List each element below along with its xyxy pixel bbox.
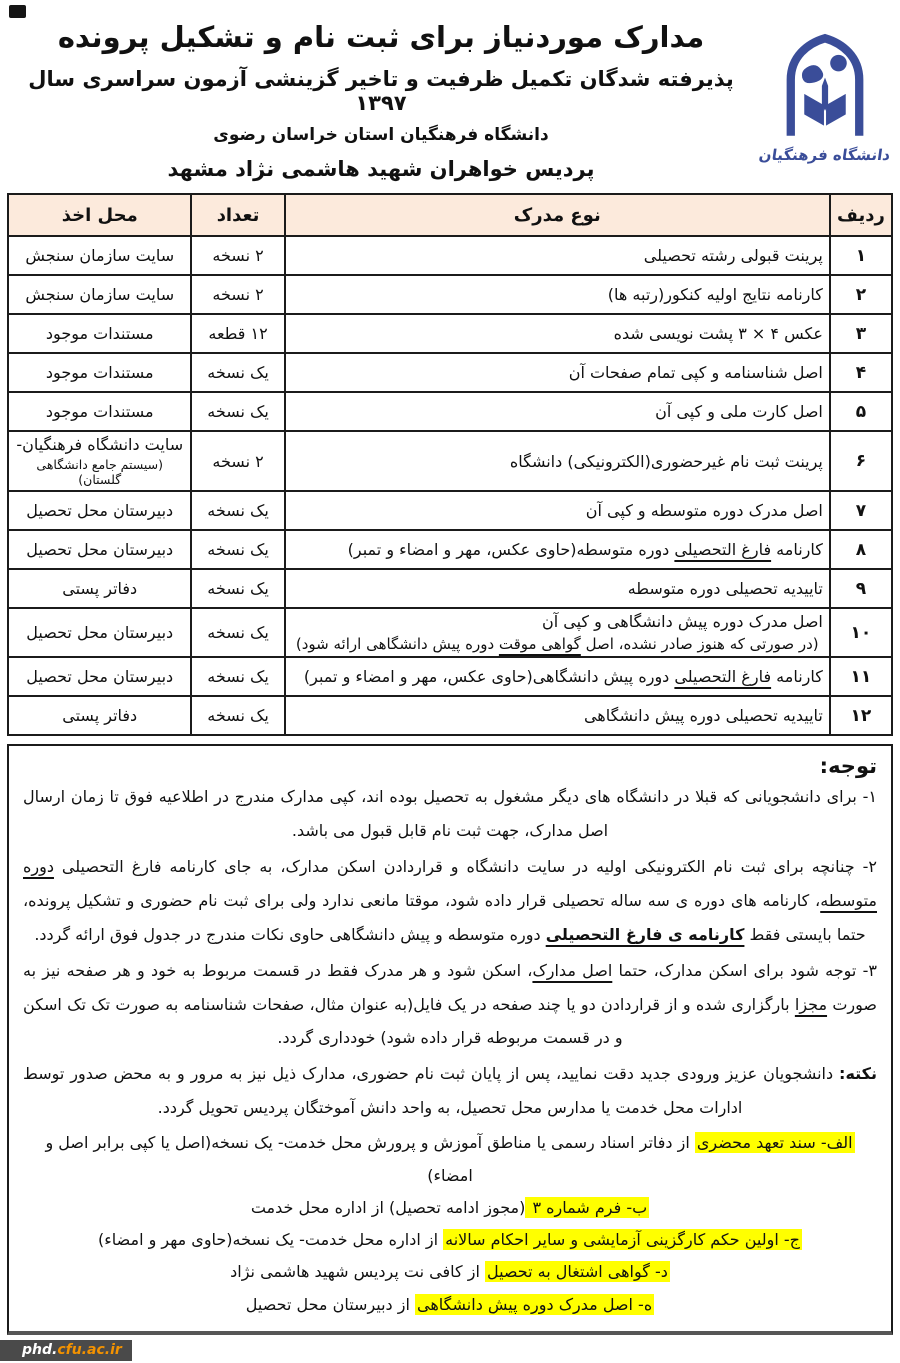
source-cell: مستندات موجود (8, 353, 191, 392)
source-cell: دفاتر پستی (8, 569, 191, 608)
row-number-cell: ۲ (830, 275, 892, 314)
notes-heading: توجه: (819, 754, 877, 779)
source-cell: مستندات موجود (8, 314, 191, 353)
table-row (8, 353, 892, 392)
count-cell: یک نسخه (191, 657, 284, 696)
table-row (8, 314, 892, 353)
row-number-cell: ۱۲ (830, 696, 892, 735)
count-cell: یک نسخه (191, 530, 284, 569)
table-row (8, 431, 892, 491)
doc-type-cell: اصل مدرک دوره پیش دانشگاهی و کپی آن (در صورتی که هنوز صادر نشده، اصل گواهی موقت دوره پیش دانشگاهی ارائه شود) (285, 608, 830, 657)
documents-table (7, 193, 893, 736)
note-item: ۲- چنانچه برای ثبت نام الکترونیکی اولیه در سایت دانشگاه و قراردادن اسکن مدارک، به جای کارنامه فارغ التحصیلی دوره متوسطه، کارنامه های دوره ی سه ساله تحصیلی قرار داده شود، موقتا مانعی ندارد ولی برای ثبت نام حضوری و تشکیل پرونده، حتما بایستی فقط کارنامه ی فارغ التحصیلی دوره متوسطه و پیش دانشگاهی حاوی نکات مندرج در جدول فوق ارائه گردد. (23, 856, 877, 944)
doc-type-cell: کارنامه فارغ التحصیلی دوره پیش دانشگاهی(حاوی عکس، مهر و امضاء و تمبر) (285, 657, 830, 696)
doc-type-cell: اصل شناسنامه و کپی تمام صفحات آن (285, 353, 830, 392)
source-cell: سایت سازمان سنجش (8, 236, 191, 275)
row-number-cell: ۶ (830, 431, 892, 491)
table-row (8, 657, 892, 696)
remark-paragraph: نکته: دانشجویان عزیز ورودی جدید دقت نمایید، پس از پایان ثبت نام حضوری، مدارک ذیل نیز به مرور و به محض صدور توسط ادارات محل خدمت یا مدارس محل تحصیل، به واحد دانش آموختگان پردیس تحویل گردد. (23, 1064, 877, 1118)
watermark-phd: phd. (22, 1342, 58, 1358)
doc-type-cell: پرینت قبولی رشته تحصیلی (285, 236, 830, 275)
table-row (8, 696, 892, 735)
page-header (0, 0, 900, 181)
header-cell-count: تعداد (191, 194, 284, 236)
count-cell: یک نسخه (191, 353, 284, 392)
letter-items (23, 1127, 877, 1321)
row-number-cell: ۵ (830, 392, 892, 431)
header-cell-row: ردیف (830, 194, 892, 236)
doc-type-cell: تاییدیه تحصیلی دوره متوسطه (285, 569, 830, 608)
source-cell: دبیرستان محل تحصیل (8, 491, 191, 530)
row-number-cell: ۸ (830, 530, 892, 569)
row-number-cell: ۳ (830, 314, 892, 353)
count-cell: ۲ نسخه (191, 431, 284, 491)
table-row (8, 236, 892, 275)
count-cell: یک نسخه (191, 392, 284, 431)
letter-item: ه- اصل مدرک دوره پیش دانشگاهی از دبیرستان محل تحصیل (245, 1294, 653, 1314)
campus-line: پردیس خواهران شهید هاشمی نژاد مشهد (167, 157, 595, 182)
notes-items (23, 780, 877, 1055)
count-cell: ۲ نسخه (191, 236, 284, 275)
doc-type-cell: عکس ۴ × ۳ پشت نویسی شده (285, 314, 830, 353)
row-number-cell: ۱۰ (830, 608, 892, 657)
organization-line: دانشگاه فرهنگیان استان خراسان رضوی (213, 125, 549, 146)
scan-artifact (9, 5, 26, 18)
count-cell: ۱۲ قطعه (191, 314, 284, 353)
table-row (8, 608, 892, 657)
logo-caption: دانشگاه فرهنگیان (758, 146, 892, 164)
watermark (0, 1340, 132, 1361)
doc-type-cell: اصل مدرک دوره متوسطه و کپی آن (285, 491, 830, 530)
letter-item: ب- فرم شماره ۳ (مجوز ادامه تحصیل) از اداره محل خدمت (250, 1197, 648, 1217)
page-subtitle: پذیرفته شدگان تکمیل ظرفیت و تاخیر گزینشی آزمون سراسری سال ۱۳۹۷ (28, 67, 734, 116)
source-cell: دبیرستان محل تحصیل (8, 530, 191, 569)
doc-type-cell: اصل کارت ملی و کپی آن (285, 392, 830, 431)
notes-section (7, 744, 893, 1335)
title-block (6, 10, 756, 181)
table-row (8, 275, 892, 314)
watermark-site: cfu.ac.ir (57, 1342, 122, 1358)
doc-type-cell: پرینت ثبت نام غیرحضوری(الکترونیکی) دانشگاه (285, 431, 830, 491)
count-cell: یک نسخه (191, 569, 284, 608)
row-number-cell: ۱۱ (830, 657, 892, 696)
table-row (8, 491, 892, 530)
row-number-cell: ۹ (830, 569, 892, 608)
letter-item: ج- اولین حکم کارگزینی آزمایشی و سایر احکام سالانه از اداره محل خدمت- یک نسخه(حاوی مهر و امضاء) (98, 1230, 800, 1250)
doc-type-cell: تاییدیه تحصیلی دوره پیش دانشگاهی (285, 696, 830, 735)
count-cell: یک نسخه (191, 491, 284, 530)
table-row (8, 569, 892, 608)
count-cell: یک نسخه (191, 696, 284, 735)
doc-type-cell: کارنامه نتایج اولیه کنکور(رتبه ها) (285, 275, 830, 314)
university-logo (756, 10, 894, 181)
note-item: ۱- برای دانشجویانی که قبلا در دانشگاه های دیگر مشغول به تحصیل بوده اند، کپی مدارک مندرج در اطلاعیه فوق تا زمان ارسال اصل مدارک، جهت ثبت نام قابل قبول می باشد. (23, 787, 877, 841)
source-cell: مستندات موجود (8, 392, 191, 431)
farhangian-logo-icon (773, 32, 877, 144)
source-cell: دفاتر پستی (8, 696, 191, 735)
table-row (8, 392, 892, 431)
doc-type-cell: کارنامه فارغ التحصیلی دوره متوسطه(حاوی عکس، مهر و امضاء و تمبر) (285, 530, 830, 569)
header-cell-doc-type: نوع مدرک (285, 194, 830, 236)
row-number-cell: ۷ (830, 491, 892, 530)
documents-table-body (8, 236, 892, 735)
source-cell: سایت سازمان سنجش (8, 275, 191, 314)
letter-item: الف- سند تعهد محضری از دفاتر اسناد رسمی یا مناطق آموزش و پرورش محل خدمت- یک نسخه(اصل یا کپی برابر اصل و امضاء) (45, 1133, 853, 1185)
source-cell: دبیرستان محل تحصیل (8, 657, 191, 696)
row-number-cell: ۴ (830, 353, 892, 392)
source-cell: سایت دانشگاه فرهنگیان- (سیستم جامع دانشگاهی گلستان) (8, 431, 191, 491)
table-header-row (8, 194, 892, 236)
count-cell: ۲ نسخه (191, 275, 284, 314)
letter-item: د- گواهی اشتغال به تحصیل از کافی نت پردیس شهید هاشمی نژاد (230, 1262, 668, 1282)
page-title: مدارک موردنیاز برای ثبت نام و تشکیل پرونده (57, 20, 705, 54)
count-cell: یک نسخه (191, 608, 284, 657)
source-cell: دبیرستان محل تحصیل (8, 608, 191, 657)
header-cell-source: محل اخذ (8, 194, 191, 236)
table-row (8, 530, 892, 569)
row-number-cell: ۱ (830, 236, 892, 275)
note-item: ۳- توجه شود برای اسکن مدارک، حتما اصل مدارک، اسکن شود و هر مدرک فقط در قسمت مربوط به خود و هر صفحه نیز به صورت مجزا بارگزاری شده و از قراردادن دو یا چند صفحه در یک فایل(به عنوان مثال، صفحات شناسنامه به صورت تک تک اسکن و در قسمت مربوطه قرار داده شود) خودداری گردد. (23, 960, 877, 1048)
